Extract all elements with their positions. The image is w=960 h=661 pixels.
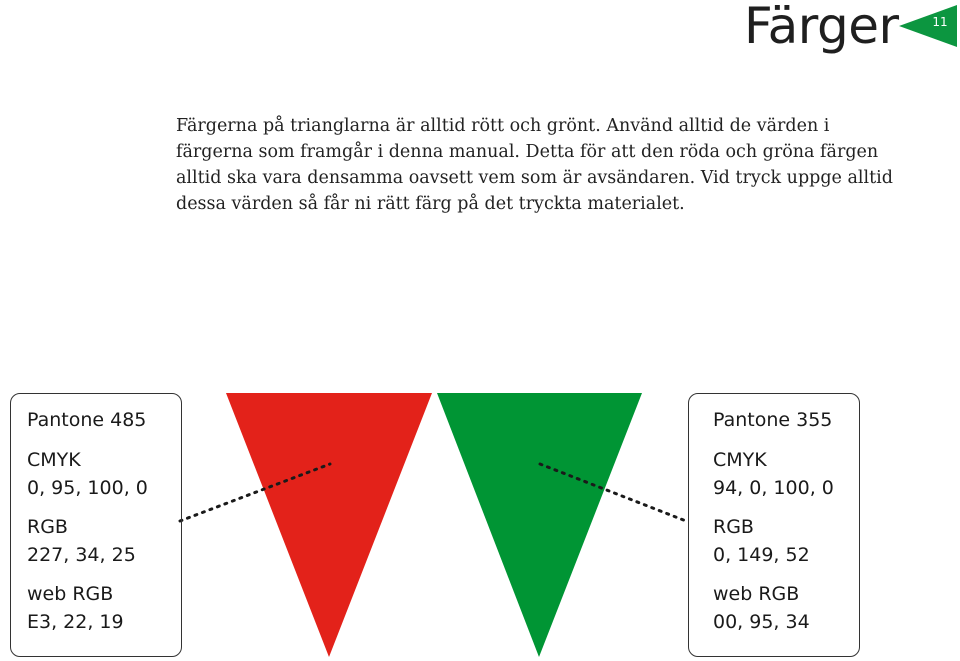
green-cmyk-label: CMYK xyxy=(713,449,767,471)
red-rgb-block xyxy=(27,513,181,569)
red-triangle xyxy=(226,393,432,657)
green-rgb-value: 0, 149, 52 xyxy=(713,544,810,566)
red-web-block xyxy=(27,580,181,636)
red-web-value: E3, 22, 19 xyxy=(27,611,124,633)
green-cmyk-value: 94, 0, 100, 0 xyxy=(713,477,834,499)
red-swatch-card xyxy=(10,393,182,657)
green-triangle xyxy=(437,393,642,657)
red-cmyk-label: CMYK xyxy=(27,449,81,471)
red-pantone: Pantone 485 xyxy=(27,409,147,431)
red-web-label: web RGB xyxy=(27,583,114,605)
green-web-block xyxy=(713,580,859,636)
green-swatch-card xyxy=(688,393,860,657)
green-rgb-label: RGB xyxy=(713,516,754,538)
green-web-value: 00, 95, 34 xyxy=(713,611,810,633)
red-cmyk-value: 0, 95, 100, 0 xyxy=(27,477,148,499)
green-web-label: web RGB xyxy=(713,583,800,605)
intro-paragraph: Färgerna på trianglarna är alltid rött och grönt. Använd alltid de värden i färgerna som framgår i denna manual. Detta för att den röda och gröna färgen alltid ska vara densamma oavsett vem som är avsändaren. Vid tryck uppge alltid dessa värden så får ni rätt färg på det tryckta materialet. xyxy=(176,116,893,214)
red-rgb-label: RGB xyxy=(27,516,68,538)
green-cmyk-block xyxy=(713,446,859,502)
page-number: 11 xyxy=(932,15,948,29)
green-rgb-block xyxy=(713,513,859,569)
red-rgb-value: 227, 34, 25 xyxy=(27,544,136,566)
page-title: Färger xyxy=(744,0,899,55)
red-cmyk-block xyxy=(27,446,181,502)
green-pantone: Pantone 355 xyxy=(713,409,833,431)
